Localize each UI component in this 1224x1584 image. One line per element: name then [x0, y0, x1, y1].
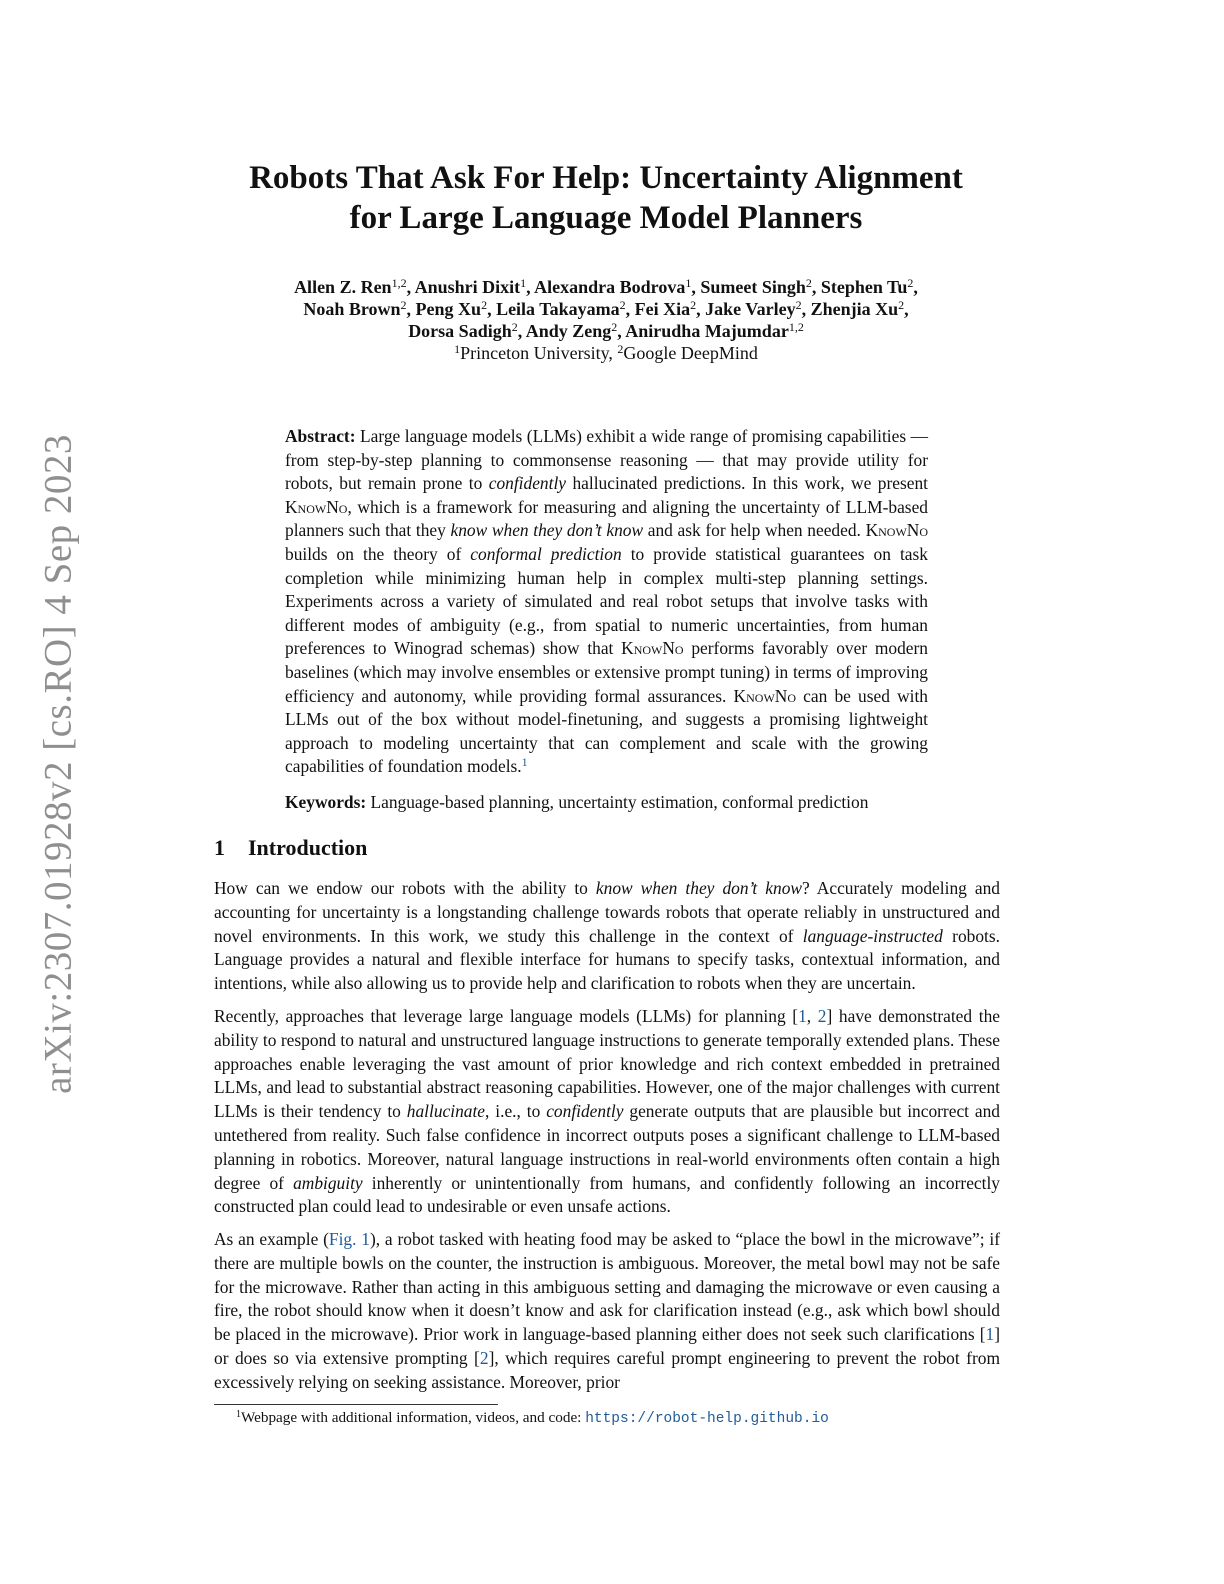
- footnote-text: Webpage with additional information, videos, and code:: [241, 1409, 586, 1426]
- method-name: KnowNo: [733, 685, 796, 706]
- paragraph-emphasis: know when they don’t know: [595, 878, 802, 898]
- affiliations: [200, 342, 1012, 364]
- abstract-text: can be used with LLMs out of the box without model-finetuning, and suggests a promising lightweight approach to modeling uncertainty that can complement and scale with the growing capabilities of foundation models.: [285, 685, 928, 777]
- citation-link[interactable]: 2: [479, 1347, 489, 1368]
- affiliation-mark: 2: [619, 298, 626, 312]
- affiliation-mark: 2: [805, 276, 812, 290]
- paragraph-text: ,: [806, 1006, 818, 1026]
- author-name: Allen Z. Ren: [294, 277, 392, 297]
- footnote-number: 1: [236, 1409, 241, 1420]
- abstract-text: performs favorably over modern baselines (which may involve ensembles or extensive prompt tuning) in terms of improving efficiency and autonomy, while providing formal assurances.: [285, 638, 928, 706]
- affiliation-name: Princeton University,: [460, 343, 613, 363]
- affiliation-mark: 1: [520, 276, 527, 290]
- affiliation-mark: 2: [907, 276, 914, 290]
- footnote-divider: [214, 1404, 498, 1405]
- paragraph-text: ), a robot tasked with heating food may be asked to “place the bowl in the microwave”; if there are multiple bowls on the counter, the instruction is ambiguous. Moreover, the metal bowl may not be safe for the microwave. Rather than acting in this ambiguous setting and damaging the microwave or even causing a fire, the robot should know when it doesn’t know and ask for clarification instead (e.g., ask which bowl should be placed in the microwave). Prior work in language-based planning either does not seek such clarifications [: [214, 1229, 1000, 1345]
- author-name: Sumeet Singh: [700, 277, 806, 297]
- paragraph-emphasis: hallucinate: [406, 1101, 486, 1122]
- abstract-text: builds on the theory of: [285, 543, 471, 564]
- citation-link[interactable]: 1: [798, 1006, 807, 1026]
- paragraph-text: robots. Language provides a natural and flexible interface for humans to specify tasks, contextual information, and intentions, while also allowing us to provide help and clarification to robots when they are uncertain.: [214, 925, 1000, 994]
- author-line-2: Noah Brown$^2$, Peng Xu$^2$, Leila Takayama$^2$, Fei Xia$^2$, Jake Varley$^2$, Zhenjia Xu$^2$,: [303, 298, 909, 319]
- paragraph-text: How can we endow our robots with the ability to: [214, 878, 596, 898]
- citation-link[interactable]: 1: [985, 1324, 995, 1345]
- affiliation-mark: 2: [511, 320, 518, 334]
- title-line-1: Robots That Ask For Help: Uncertainty Alignment: [249, 160, 963, 196]
- keywords: [285, 791, 945, 815]
- paragraph-text: , i.e., to: [485, 1101, 547, 1122]
- paragraph-text: inherently or unintentionally from humans, and confidently following an incorrectly constructed plan could lead to undesirable or even unsafe actions.: [214, 1172, 1000, 1217]
- abstract-emphasis: know when they don’t know: [450, 520, 644, 541]
- abstract-text: hallucinated predictions. In this work, we present: [566, 473, 928, 494]
- affiliation-mark: 2: [795, 298, 802, 312]
- author-name: Peng Xu: [415, 299, 482, 319]
- author-line-1: Allen Z. Ren$^{1,2}$, Anushri Dixit$^1$, Alexandra Bodrova$^1$, Sumeet Singh$^2$, Stephen Tu$^2$,: [294, 276, 918, 297]
- paragraph-text: ? Accurately modeling and accounting for uncertainty is a longstanding challenge towards robots that operate reliably in unstructured and novel environments. In this work, we study this challenge in the context of: [214, 878, 1000, 946]
- method-name: KnowNo: [621, 638, 684, 659]
- section-title: Introduction: [248, 835, 368, 860]
- paragraph-emphasis: ambiguity: [293, 1172, 363, 1193]
- affiliation-number: 1: [454, 342, 461, 356]
- affiliation-mark: 1: [685, 276, 692, 290]
- arxiv-identifier: arXiv:2307.01928v2 [cs.RO] 4 Sep 2023: [36, 434, 80, 1094]
- author-name: Alexandra Bodrova: [534, 277, 686, 297]
- figure-link[interactable]: Fig. 1: [328, 1229, 370, 1249]
- author-name: Jake Varley: [705, 299, 796, 319]
- title-line-2: for Large Language Model Planners: [349, 200, 863, 236]
- keywords-label: Keywords:: [285, 792, 367, 812]
- intro-paragraph-2: [214, 1005, 1000, 1219]
- affiliation-name: Google DeepMind: [623, 343, 758, 363]
- affiliation-mark: 2: [400, 298, 407, 312]
- author-name: Zhenjia Xu: [810, 299, 899, 319]
- abstract-text: to provide statistical guarantees on task completion while minimizing human help in complex multi-step planning settings. Experiments across a variety of simulated and real robot setups that involve tasks with different modes of ambiguity (e.g., from spatial to numeric uncertainties, from human preferences to Winograd schemas) show that: [285, 543, 928, 659]
- paragraph-text: ], which requires careful prompt engineering to prevent the robot from excessively relying on seeking assistance. Moreover, prior: [214, 1347, 1000, 1392]
- author-name: Fei Xia: [634, 299, 691, 319]
- author-name: Dorsa Sadigh: [408, 321, 512, 341]
- paragraph-text: As an example (: [214, 1229, 329, 1249]
- author-name: Leila Takayama: [496, 299, 620, 319]
- paragraph-emphasis: language-instructed: [802, 925, 943, 946]
- abstract-text: and ask for help when needed.: [643, 520, 866, 541]
- paragraph-text: Recently, approaches that leverage large language models (LLMs) for planning [: [214, 1006, 799, 1026]
- paragraph-emphasis: confidently: [546, 1101, 624, 1122]
- footnote-link[interactable]: 1: [521, 755, 528, 770]
- intro-paragraph-1: [214, 877, 1000, 996]
- affiliation-mark: 2: [611, 320, 618, 334]
- affiliation-mark: 2: [690, 298, 697, 312]
- author-name: Anushri Dixit: [414, 277, 521, 297]
- abstract-emphasis: confidently: [488, 473, 566, 494]
- citation-link[interactable]: 2: [817, 1006, 827, 1026]
- method-name: KnowNo: [865, 520, 929, 541]
- author-name: Anirudha Majumdar: [625, 321, 789, 341]
- affiliation-mark: 1,2: [391, 276, 407, 290]
- method-name: KnowNo: [285, 496, 348, 517]
- author-name: Noah Brown: [303, 299, 401, 319]
- section-heading: [214, 834, 367, 862]
- section-number: 1: [214, 835, 225, 860]
- paragraph-text: ] or does so via extensive prompting [: [214, 1324, 1000, 1368]
- abstract-label: Abstract:: [285, 426, 356, 446]
- author-name: Andy Zeng: [525, 321, 612, 341]
- intro-paragraph-3: [214, 1228, 1000, 1395]
- affiliation-mark: 2: [481, 298, 488, 312]
- paragraph-text: ] have demonstrated the ability to respond to natural and unstructured language instructions to generate temporally extended plans. These approaches enable leveraging the vast amount of prior knowledge and rich context embedded in pretrained LLMs, and lead to substantial abstract reasoning capabilities. However, one of the major challenges with current LLMs is their tendency to: [214, 1006, 1000, 1122]
- author-line-3: Dorsa Sadigh$^2$, Andy Zeng$^2$, Anirudha Majumdar$^{1,2}$: [408, 320, 804, 341]
- footnote-url-link[interactable]: https://robot-help.github.io: [585, 1411, 829, 1427]
- abstract-text: Large language models (LLMs) exhibit a wide range of promising capabilities — from step-by-step planning to commonsense reasoning — that may provide utility for robots, but remain prone to: [285, 426, 928, 494]
- abstract-emphasis: conformal prediction: [470, 543, 622, 564]
- abstract-text: , which is a framework for measuring and aligning the uncertainty of LLM-based planners such that they: [285, 496, 928, 541]
- author-name: Stephen Tu: [820, 277, 908, 297]
- keywords-text: Language-based planning, uncertainty estimation, conformal prediction: [366, 792, 869, 812]
- abstract: [285, 425, 928, 779]
- affiliation-number: 2: [617, 342, 624, 356]
- affiliation-mark: 1,2: [788, 320, 804, 334]
- affiliation-mark: 2: [898, 298, 905, 312]
- footnote: [236, 1408, 829, 1429]
- paragraph-text: generate outputs that are plausible but incorrect and untethered from reality. Such false confidence in incorrect outputs poses a significant challenge to LLM-based planning in robotics. Moreover, natural language instructions in real-world environments often contain a high degree of: [214, 1101, 1001, 1193]
- author-block: [200, 276, 1012, 364]
- paper-title: [160, 158, 1052, 238]
